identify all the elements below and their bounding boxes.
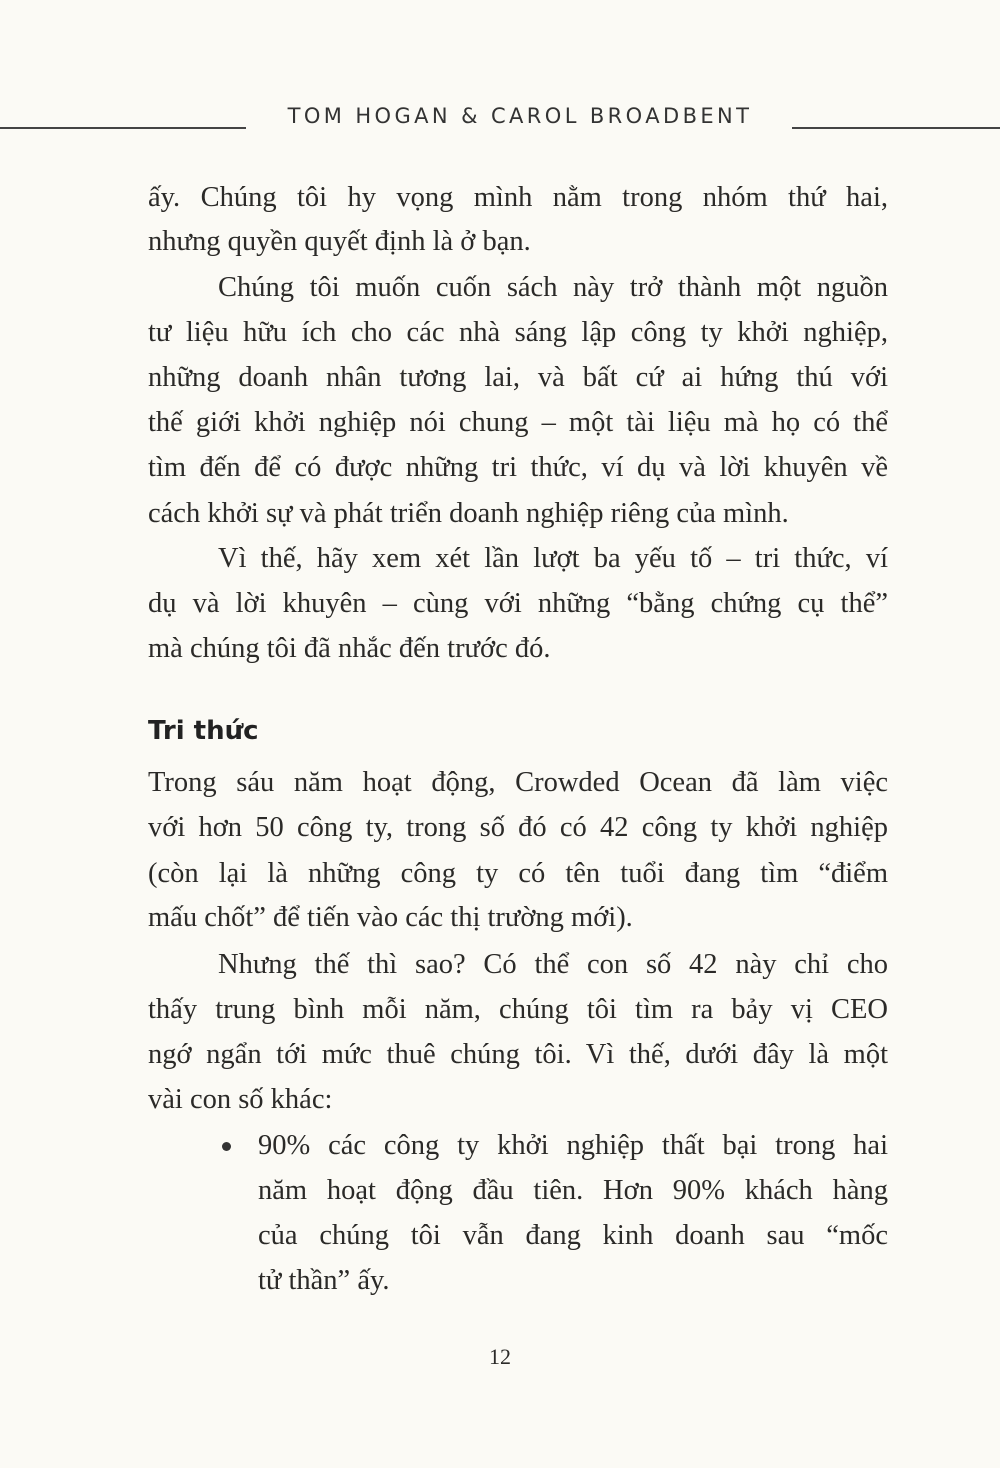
bullet-line: tử thần” ấy. bbox=[258, 1265, 390, 1296]
text-line: tìm đến để có được những tri thức, ví dụ và lời khuyên về bbox=[148, 452, 888, 483]
text-line: nhưng quyền quyết định là ở bạn. bbox=[148, 226, 531, 257]
text-line: Nhưng thế thì sao? Có thể con số 42 này chỉ cho bbox=[218, 949, 888, 980]
header-rule-right bbox=[792, 127, 1000, 129]
text-line: cách khởi sự và phát triển doanh nghiệp riêng của mình. bbox=[148, 498, 789, 529]
header-rule-left bbox=[0, 127, 246, 129]
text-line: mà chúng tôi đã nhắc đến trước đó. bbox=[148, 633, 551, 664]
bullet-icon bbox=[222, 1142, 231, 1151]
text-line: dụ và lời khuyên – cùng với những “bằng chứng cụ thể” bbox=[148, 588, 888, 619]
text-line: ngớ ngẩn tới mức thuê chúng tôi. Vì thế, dưới đây là một bbox=[148, 1039, 888, 1070]
text-line: thế giới khởi nghiệp nói chung – một tài liệu mà họ có thể bbox=[148, 407, 888, 438]
text-line: tư liệu hữu ích cho các nhà sáng lập công ty khởi nghiệp, bbox=[148, 317, 888, 348]
page-number: 12 bbox=[489, 1344, 511, 1369]
bullet-line: 90% các công ty khởi nghiệp thất bại trong hai bbox=[258, 1130, 888, 1161]
bullet-line: năm hoạt động đầu tiên. Hơn 90% khách hàng bbox=[258, 1175, 888, 1206]
text-line: vài con số khác: bbox=[148, 1084, 333, 1115]
text-line: thấy trung bình mỗi năm, chúng tôi tìm ra bảy vị CEO bbox=[148, 994, 888, 1025]
text-line: với hơn 50 công ty, trong số đó có 42 công ty khởi nghiệp bbox=[148, 812, 888, 843]
running-header bbox=[0, 104, 1000, 134]
text-line: mấu chốt” để tiến vào các thị trường mới). bbox=[148, 902, 633, 933]
text-line: Vì thế, hãy xem xét lần lượt ba yếu tố – tri thức, ví bbox=[218, 543, 888, 574]
running-title: TOM HOGAN & CAROL BROADBENT bbox=[287, 104, 753, 128]
text-line: (còn lại là những công ty có tên tuổi đang tìm “điểm bbox=[148, 858, 888, 889]
section-heading: Tri thức bbox=[148, 716, 259, 746]
text-line: Trong sáu năm hoạt động, Crowded Ocean đã làm việc bbox=[148, 767, 888, 798]
text-line: Chúng tôi muốn cuốn sách này trở thành một nguồn bbox=[218, 272, 888, 303]
text-line: ấy. Chúng tôi hy vọng mình nằm trong nhóm thứ hai, bbox=[148, 182, 888, 213]
text-line: những doanh nhân tương lai, và bất cứ ai hứng thú với bbox=[148, 362, 888, 393]
bullet-line: của chúng tôi vẫn đang kinh doanh sau “mốc bbox=[258, 1220, 888, 1251]
